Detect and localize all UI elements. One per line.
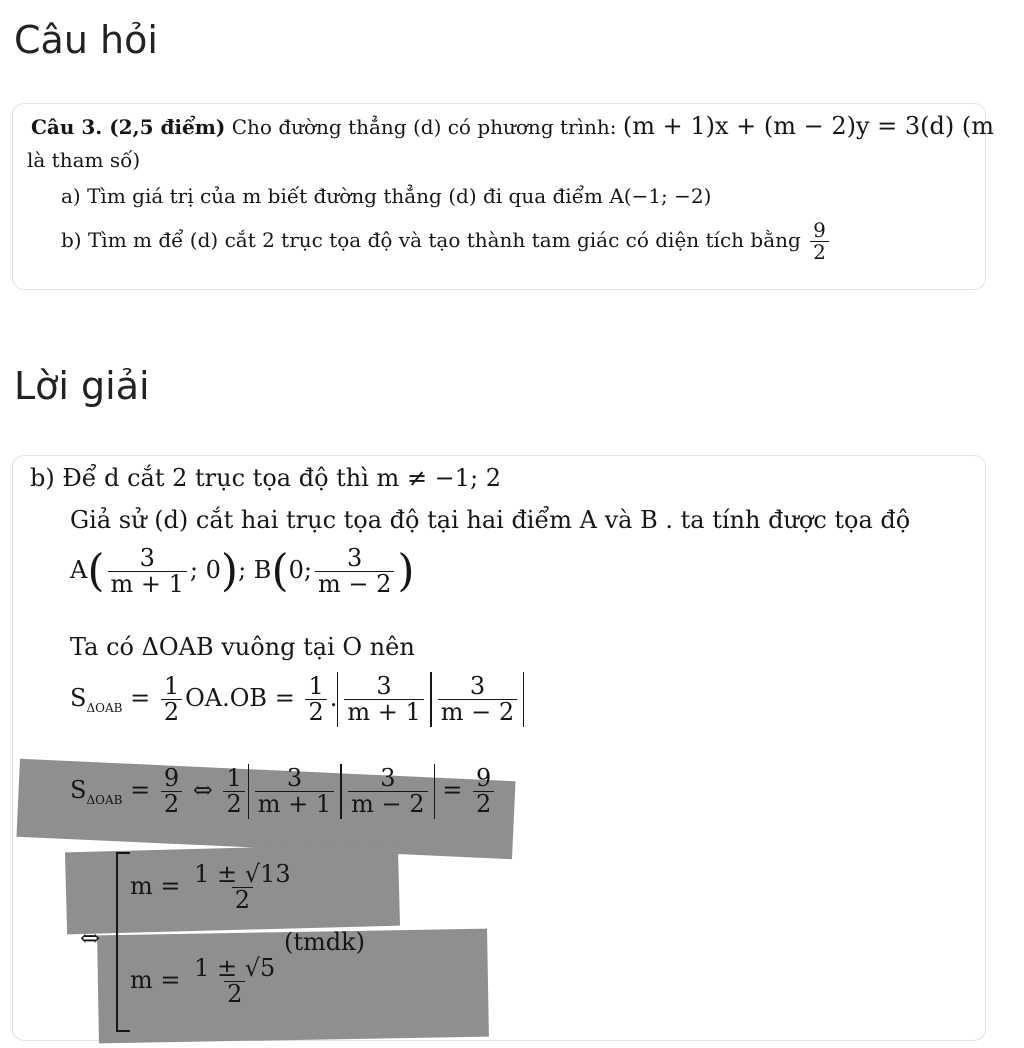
fraction-numerator: 1 [163, 672, 180, 700]
fraction-denominator: 2 [161, 791, 182, 817]
solution-line-2: Giả sử (d) cắt hai trục tọa độ tại hai điểm A và B . ta tính được tọa độ [70, 506, 911, 534]
solution-line-4: Ta có ΔOAB vuông tại O nên [70, 633, 415, 661]
fraction-numerator: 3 [286, 764, 303, 792]
question-line-1 [31, 112, 994, 140]
iff-left-sign: ⇔ [80, 924, 101, 952]
fraction-numerator: 3 [376, 672, 392, 700]
iff-sign: ⇔ [185, 776, 221, 805]
fraction-numerator: 1 ± √13 [194, 860, 291, 888]
fraction-denominator: m − 2 [348, 791, 427, 817]
fraction-numerator: 3 [380, 764, 396, 792]
fraction-nine-halves [161, 766, 182, 817]
area-subscript: ΔOAB [86, 792, 123, 807]
fraction-root-2 [191, 956, 278, 1007]
equals-sign: = [122, 776, 158, 805]
dot-sign: . [329, 684, 338, 713]
root-1 [130, 862, 297, 913]
fraction-root-1 [191, 862, 293, 913]
question-intro-cont: là tham số) [27, 148, 141, 172]
point-b-label: ; B [238, 556, 272, 585]
area-equation [70, 764, 497, 819]
question-intro: Cho đường thẳng (d) có phương trình: [225, 115, 623, 139]
fraction-half-2 [305, 674, 326, 725]
fraction-nine-halves-2 [473, 766, 494, 817]
question-heading: Câu hỏi [14, 18, 158, 62]
fraction-nine-halves [810, 220, 829, 263]
fraction-numerator: 3 [469, 672, 486, 700]
fraction-numerator: 9 [813, 218, 826, 242]
fraction-half [161, 674, 182, 725]
fraction-denominator: m − 2 [438, 699, 517, 725]
question-part-b [61, 220, 832, 263]
question-label: Câu 3. (2,5 điểm) [31, 115, 226, 139]
fraction-denominator: 2 [223, 791, 244, 817]
area-subscript: ΔOAB [86, 700, 123, 715]
fraction-a [108, 546, 187, 597]
area-symbol: S [70, 776, 87, 805]
fraction-numerator: 1 [308, 672, 324, 700]
fraction-denominator: 2 [232, 887, 253, 913]
fraction-numerator: 9 [163, 764, 180, 792]
oa-ob-product: OA.OB = [185, 684, 303, 713]
solution-line-1: b) Để d cắt 2 trục tọa độ thì m ≠ −1; 2 [30, 464, 502, 492]
point-a-rest: ; 0 [189, 556, 221, 585]
solution-points: A( $\frac{3}{m + 1}$ ; 0); B(0; $\frac{3}{m - 2}$ ) [70, 544, 415, 599]
point-b-first: 0; [288, 556, 312, 585]
question-part-b-text: b) Tìm m để (d) cắt 2 trục tọa độ và tạo thành tam giác có diện tích bằng [61, 228, 801, 252]
fraction-denominator: 2 [224, 981, 245, 1007]
question-equation: (m + 1)x + (m − 2)y = 3(d) (m [622, 112, 995, 140]
fraction-denominator: 2 [161, 699, 182, 725]
equals-sign: = [434, 776, 470, 805]
fraction-half [223, 766, 244, 817]
tmdk-note: (tmdk) [284, 928, 366, 956]
area-formula [70, 672, 524, 727]
root-1-variable: m = [130, 872, 189, 901]
root-2 [130, 956, 281, 1007]
case-bracket [116, 852, 130, 1032]
fraction-numerator: 3 [139, 544, 155, 572]
abs-value-2 [341, 764, 434, 819]
root-2-variable: m = [130, 966, 189, 995]
fraction-numerator: 1 ± √5 [194, 954, 276, 982]
equals-sign: = [122, 684, 158, 713]
fraction-denominator: m + 1 [255, 791, 334, 817]
fraction-numerator: 3 [347, 544, 363, 572]
fraction-b [315, 546, 394, 597]
area-symbol: S [70, 684, 87, 713]
fraction-denominator: m + 1 [108, 571, 187, 597]
fraction-denominator: m + 1 [344, 699, 423, 725]
fraction-denominator: 2 [810, 241, 829, 263]
fraction-denominator: 2 [305, 699, 326, 725]
solution-heading: Lời giải [14, 364, 150, 408]
abs-value-1 [337, 672, 430, 727]
abs-value-2 [431, 672, 524, 727]
fraction-denominator: m − 2 [315, 571, 394, 597]
question-part-a: a) Tìm giá trị của m biết đường thẳng (d) đi qua điểm A(−1; −2) [61, 184, 712, 208]
point-a-label: A [70, 556, 88, 585]
fraction-denominator: 2 [473, 791, 494, 817]
abs-value-1 [248, 764, 341, 819]
fraction-numerator: 1 [226, 764, 242, 792]
question-card [12, 103, 995, 290]
fraction-numerator: 9 [475, 764, 492, 792]
